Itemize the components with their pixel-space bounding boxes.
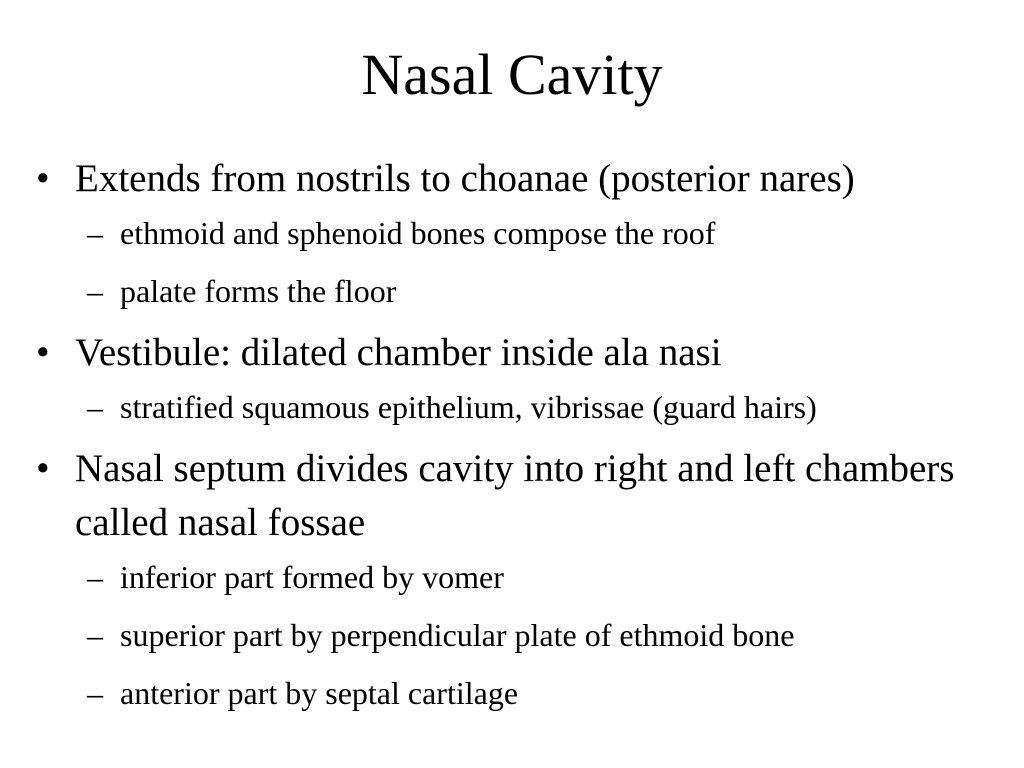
dash-icon: – [87, 559, 103, 595]
sub-item [36, 384, 996, 430]
dash-icon: – [87, 617, 103, 653]
sub-item [36, 268, 996, 314]
sub-item [36, 554, 996, 600]
sub-text: ethmoid and sphenoid bones compose the roof [120, 215, 716, 251]
sub-item [36, 210, 996, 256]
bullet-text: Vestibule: dilated chamber inside ala nasi [75, 331, 722, 374]
dash-icon: – [87, 675, 103, 711]
bullet-icon: • [36, 331, 50, 374]
dash-icon: – [87, 389, 103, 425]
dash-icon: – [87, 273, 103, 309]
sub-text: superior part by perpendicular plate of ethmoid bone [120, 617, 795, 653]
dash-icon: – [87, 215, 103, 251]
sub-text: inferior part formed by vomer [120, 559, 504, 595]
sub-list [36, 554, 996, 716]
sub-text: anterior part by septal cartilage [120, 675, 519, 711]
sub-list [36, 384, 996, 430]
sub-list [36, 210, 996, 314]
sub-item [36, 670, 996, 716]
bullet-icon: • [36, 157, 50, 200]
slide-title: Nasal Cavity [361, 42, 663, 107]
bullet-icon: • [36, 447, 50, 490]
sub-text: palate forms the floor [120, 273, 397, 309]
slide-content [36, 152, 996, 728]
bullet-text: Nasal septum divides cavity into right and left chambers called nasal fossae [75, 447, 955, 544]
bullet-item [36, 442, 996, 550]
sub-item [36, 612, 996, 658]
bullet-item [36, 326, 996, 380]
sub-text: stratified squamous epithelium, vibrissae (guard hairs) [120, 389, 817, 425]
bullet-item [36, 152, 996, 206]
bullet-text: Extends from nostrils to choanae (posterior nares) [75, 157, 855, 200]
